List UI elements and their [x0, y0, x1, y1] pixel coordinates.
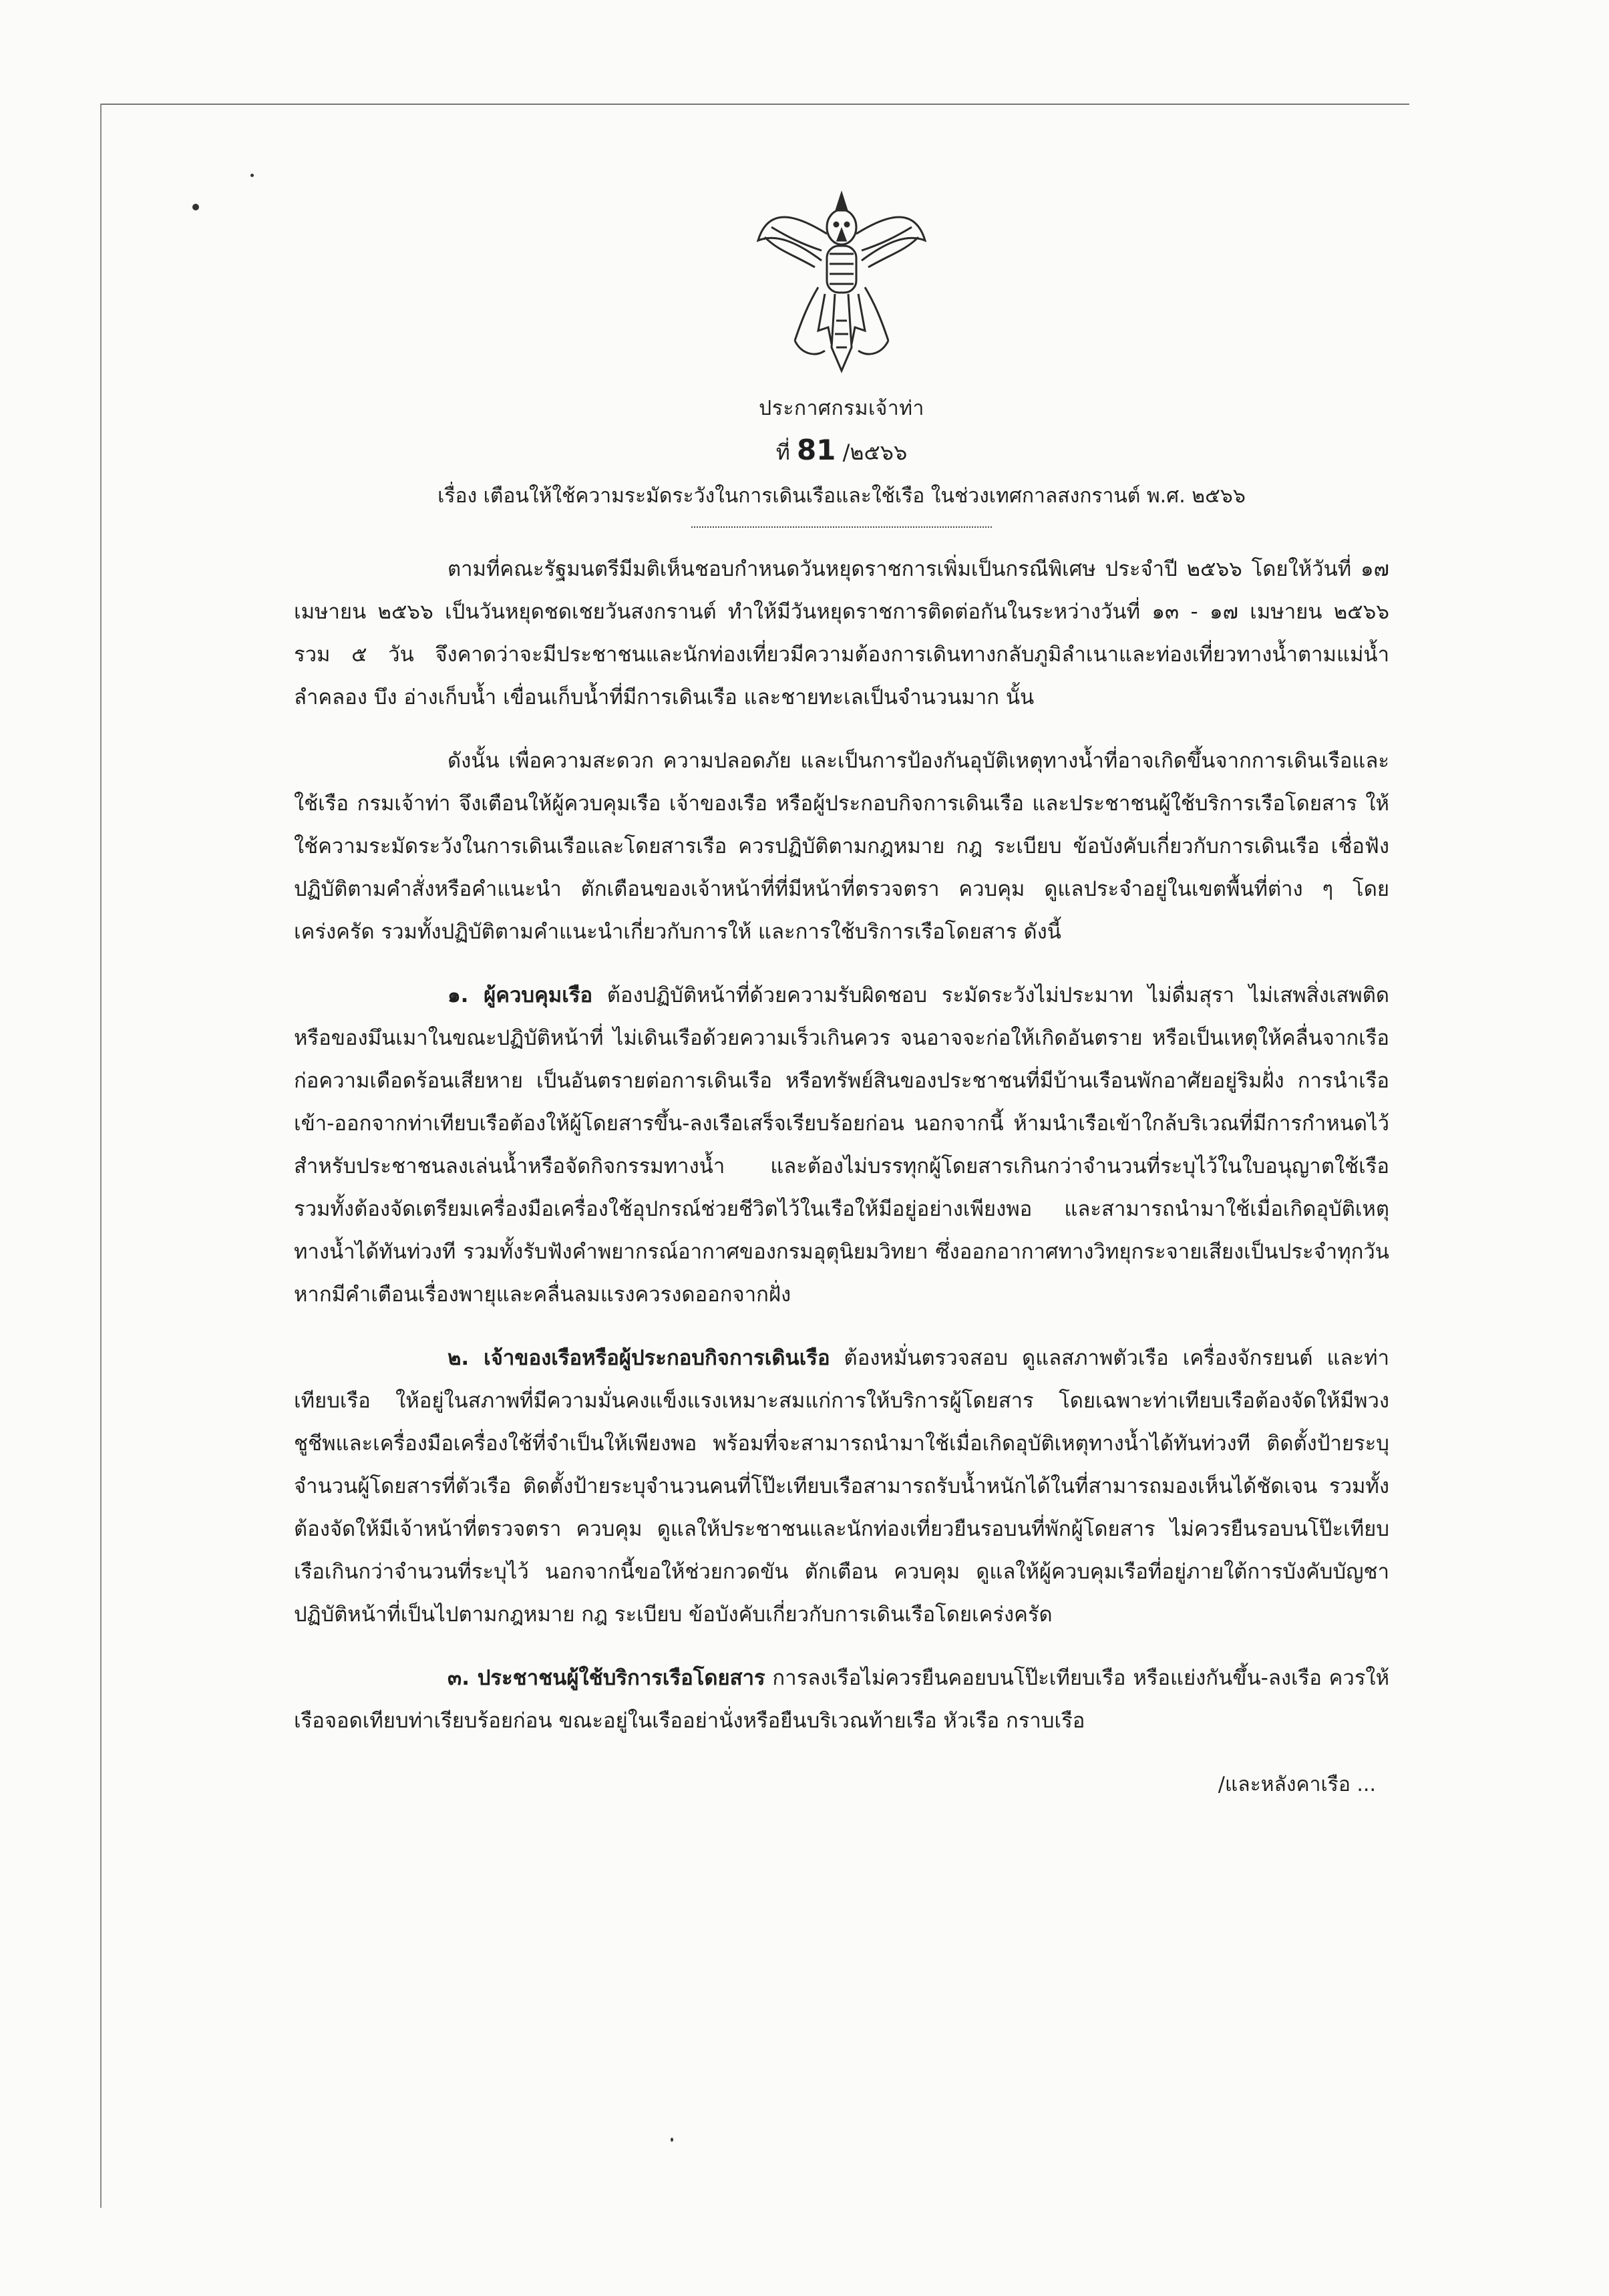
item-text: ต้องหมั่นตรวจสอบ ดูแลสภาพตัวเรือ เครื่องจักรยนต์ และท่าเทียบเรือ ให้อยู่ในสภาพที่มีความมั่นคงแข็งแรงเหมาะสมแก่การให้บริการผู้โดยสาร โดยเฉพาะท่าเทียบเรือต้องจัดให้มีพวงชูชีพและเครื่องมือเครื่องใช้ที่จำเป็นให้เพียงพอ พร้อมที่จะสามารถนำมาใช้เมื่อเกิดอุบัติเหตุทางน้ำได้ทันท่วงที ติดตั้งป้ายระบุจำนวนผู้โดยสารที่ตัวเรือ ติดตั้งป้ายระบุจำนวนคนที่โป๊ะเทียบเรือสามารถรับน้ำหนักได้ในที่สามารถมองเห็นได้ชัดเจน รวมทั้งต้องจัดให้มีเจ้าหน้าที่ตรวจตรา ควบคุม ดูแลให้ประชาชนและนักท่องเที่ยวยืนรอบนที่พักผู้โดยสาร ไม่ควรยืนรอบนโป๊ะเทียบเรือเกินกว่าจำนวนที่ระบุไว้ นอกจากนี้ขอให้ช่วยกวดขัน ตักเตือน ควบคุม ดูแลให้ผู้ควบคุมเรือที่อยู่ภายใต้การบังคับบัญชาปฏิบัติหน้าที่เป็นไปตามกฎหมาย กฎ ระเบียบ ข้อบังคับเกี่ยวกับการเดินเรือโดยเคร่งครัด — [294, 1346, 1390, 1627]
subject-line: เรื่อง เตือนให้ใช้ความระมัดระวังในการเดินเรือและใช้เรือ ในช่วงเทศกาลสงกรานต์ พ.ศ. ๒๕๖๖ — [437, 484, 1246, 508]
dotted-divider — [691, 526, 992, 528]
scan-edge-left — [100, 104, 102, 2208]
scan-speck — [250, 174, 254, 177]
item-heading: ๓. ประชาชนผู้ใช้บริการเรือโดยสาร — [448, 1666, 765, 1690]
issuing-agency: ประกาศกรมเจ้าท่า — [759, 397, 924, 420]
number-prefix: ที่ — [775, 440, 790, 465]
item-boat-operator — [294, 974, 1389, 1316]
scan-speck — [671, 2138, 673, 2142]
measures-paragraph: ดังนั้น เพื่อความสะดวก ความปลอดภัย และเป็นการป้องกันอุบัติเหตุทางน้ำที่อาจเกิดขึ้นจากการเดินเรือและใช้เรือ กรมเจ้าท่า จึงเตือนให้ผู้ควบคุมเรือ เจ้าของเรือ หรือผู้ประกอบกิจการเดินเรือ และประชาชนผู้ใช้บริการเรือโดยสาร ให้ใช้ความระมัดระวังในการเดินเรือและโดยสารเรือ ควรปฏิบัติตามกฎหมาย กฎ ระเบียบ ข้อบังคับเกี่ยวกับการเดินเรือ เชื่อฟัง ปฏิบัติตามคำสั่งหรือคำแนะนำ ตักเตือนของเจ้าหน้าที่ที่มีหน้าที่ตรวจตรา ควบคุม ดูแลประจำอยู่ในเขตพื้นที่ต่าง ๆ โดยเคร่งครัด รวมทั้งปฏิบัติตามคำแนะนำเกี่ยวกับการให้ และการใช้บริการเรือโดยสาร ดังนี้ — [294, 749, 1389, 944]
number-suffix: /๒๕๖๖ — [842, 440, 908, 465]
item-boat-owner — [294, 1337, 1389, 1636]
item-text: ต้องปฏิบัติหน้าที่ด้วยความรับผิดชอบ ระมัดระวังไม่ประมาท ไม่ดื่มสุรา ไม่เสพสิ่งเสพติด หรือของมึนเมาในขณะปฏิบัติหน้าที่ ไม่เดินเรือด้วยความเร็วเกินควร จนอาจจะก่อให้เกิดอันตราย หรือเป็นเหตุให้คลื่นจากเรือก่อความเดือดร้อนเสียหาย เป็นอันตรายต่อการเดินเรือ หรือทรัพย์สินของประชาชนที่มีบ้านเรือนพักอาศัยอยู่ริมฝั่ง การนำเรือเข้า-ออกจากท่าเทียบเรือต้องให้ผู้โดยสารขึ้น-ลงเรือเสร็จเรียบร้อยก่อน นอกจากนี้ ห้ามนำเรือเข้าใกล้บริเวณที่มีการกำหนดไว้สำหรับประชาชนลงเล่นน้ำหรือจัดกิจกรรมทางน้ำ และต้องไม่บรรทุกผู้โดยสารเกินกว่าจำนวนที่ระบุไว้ในใบอนุญาตใช้เรือ รวมทั้งต้องจัดเตรียมเครื่องมือเครื่องใช้อุปกรณ์ช่วยชีวิตไว้ในเรือให้มีอยู่อย่างเพียงพอ และสามารถนำมาใช้เมื่อเกิดอุบัติเหตุทางน้ำได้ทันท่วงที รวมทั้งรับฟังคำพยากรณ์อากาศของกรมอุตุนิยมวิทยา ซึ่งออกอากาศทางวิทยุกระจายเสียงเป็นประจำทุกวัน หากมีคำเตือนเรื่องพายุและคลื่นลมแรงควรงดออกจากฝั่ง — [294, 983, 1389, 1307]
item-heading: ๒. เจ้าของเรือหรือผู้ประกอบกิจการเดินเรือ — [448, 1346, 830, 1370]
document-page — [294, 187, 1389, 1800]
announcement-number — [294, 434, 1389, 470]
number-value: 81 — [796, 434, 836, 466]
item-heading: ๑. ผู้ควบคุมเรือ — [448, 983, 593, 1007]
item-text: การลงเรือไม่ควรยืนคอยบนโป๊ะเทียบเรือ หรือแย่งกันขึ้น-ลงเรือ ควรให้เรือจอดเทียบท่าเรียบร้อยก่อน ขณะอยู่ในเรืออย่านั่งหรือยืนบริเวณท้ายเรือ หัวเรือ กราบเรือ — [294, 1666, 1389, 1733]
garuda-emblem-icon — [755, 187, 928, 374]
intro-paragraph: ตามที่คณะรัฐมนตรีมีมติเห็นชอบกำหนดวันหยุดราชการเพิ่มเป็นกรณีพิเศษ ประจำปี ๒๕๖๖ โดยให้วันที่ ๑๗ เมษายน ๒๕๖๖ เป็นวันหยุดชดเชยวันสงกรานต์ ทำให้มีวันหยุดราชการติดต่อกันในระหว่างวันที่ ๑๓ - ๑๗ เมษายน ๒๕๖๖ รวม ๕ วัน จึงคาดว่าจะมีประชาชนและนักท่องเที่ยวมีความต้องการเดินทางกลับภูมิลำเนาและท่องเที่ยวทางน้ำตามแม่น้ำ ลำคลอง บึง อ่างเก็บน้ำ เขื่อนเก็บน้ำที่มีการเดินเรือ และชายทะเลเป็นจำนวนมาก นั้น — [294, 557, 1389, 709]
scan-speck — [192, 204, 199, 210]
scan-edge-top — [100, 104, 1409, 105]
continuation-note: /และหลังคาเรือ ... — [1218, 1773, 1376, 1796]
item-passengers — [294, 1657, 1389, 1742]
